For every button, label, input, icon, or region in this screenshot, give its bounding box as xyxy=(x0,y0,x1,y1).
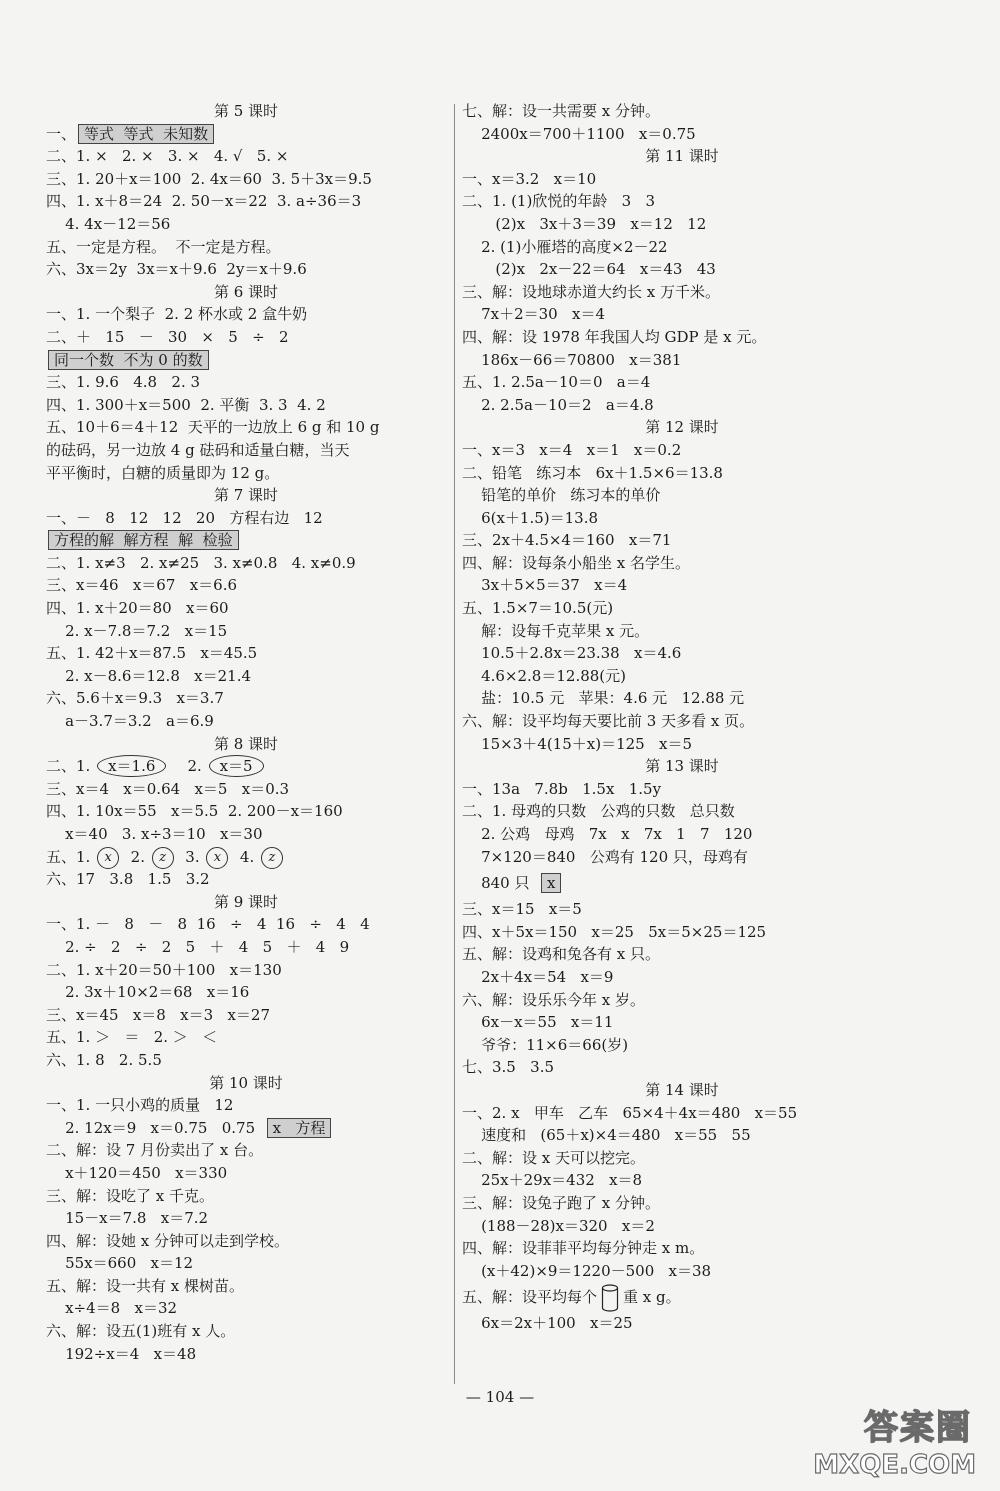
answer-line xyxy=(462,123,902,146)
answer-text: 二、＋ 15 － 30 × 5 ÷ 2 xyxy=(46,327,289,346)
circled-answer: x＝5 xyxy=(209,755,264,777)
answer-line xyxy=(46,1230,446,1253)
answer-line xyxy=(462,1102,902,1125)
answer-text: 六、解：设五(1)班有 x 人。 xyxy=(46,1322,236,1341)
answer-line xyxy=(462,710,902,733)
answer-text: 三、解：设吃了 x 千克。 xyxy=(46,1186,214,1205)
answer-text: 二、1. × 2. × 3. × 4. √ 5. × xyxy=(46,147,289,166)
answer-text: 四、1. 10x＝55 x＝5.5 2. 200－x＝160 xyxy=(46,802,343,821)
answer-line xyxy=(462,213,902,236)
answer-text: 2400x＝700＋1100 x＝0.75 xyxy=(462,124,696,143)
answer-line xyxy=(46,371,446,394)
answer-line xyxy=(46,1162,446,1185)
answer-text: 三、x＝45 x＝8 x＝3 x＝27 xyxy=(46,1005,271,1024)
right-column xyxy=(462,100,902,1335)
answer-text: 第 10 课时 xyxy=(209,1073,283,1092)
answer-text: 第 9 课时 xyxy=(213,892,279,911)
circled-letter: x xyxy=(97,847,119,869)
answer-text: 2. ÷ 2 ÷ 2 5 ＋ 4 5 ＋ 4 9 xyxy=(46,937,350,956)
answer-text: 六、解：设乐乐今年 x 岁。 xyxy=(462,990,645,1009)
answer-line xyxy=(46,1252,446,1275)
answer-line xyxy=(462,439,902,462)
answer-text: x＋120＝450 x＝330 xyxy=(46,1163,228,1182)
answer-line xyxy=(462,778,902,801)
answer-text: 6(x＋1.5)＝13.8 xyxy=(462,508,599,527)
answer-line xyxy=(462,190,902,213)
answer-line xyxy=(46,1094,446,1117)
answer-text: 盐：10.5 元 苹果：4.6 元 12.88 元 xyxy=(462,689,745,708)
answer-line xyxy=(462,1056,902,1079)
answer-line xyxy=(46,868,446,891)
answer-line xyxy=(46,462,446,485)
answer-text: 840 只 xyxy=(462,874,540,893)
answer-line xyxy=(46,303,446,326)
answer-text: 四、解：设每条小船坐 x 名学生。 xyxy=(462,553,690,572)
answer-text: 五、 xyxy=(46,847,77,866)
answer-text: 四、解：设 1978 年我国人均 GDP 是 x 元。 xyxy=(462,327,767,346)
answer-line xyxy=(46,981,446,1004)
answer-line xyxy=(462,303,902,326)
answer-line xyxy=(462,898,902,921)
answer-text: 6x＝2x＋100 x＝25 xyxy=(462,1314,633,1333)
answer-text: 速度和 (65＋x)×4＝480 x＝55 55 xyxy=(462,1126,751,1145)
answer-line xyxy=(462,1192,902,1215)
answer-line xyxy=(46,1139,446,1162)
answer-line xyxy=(462,989,902,1012)
cylinder-icon xyxy=(601,1284,619,1312)
column-divider xyxy=(454,104,455,1384)
answer-text: 192÷x＝4 x＝48 xyxy=(46,1344,197,1363)
answer-text: 7x＋2＝30 x＝4 xyxy=(462,305,606,324)
answer-line xyxy=(46,1207,446,1230)
answer-text: 2. (1)小雁塔的高度×2－22 xyxy=(462,237,668,256)
answer-text: 第 7 课时 xyxy=(213,486,279,505)
answer-text: 铅笔的单价 练习本的单价 xyxy=(462,486,661,505)
answer-line xyxy=(462,1011,902,1034)
answer-text: (188－28)x＝320 x＝2 xyxy=(462,1216,655,1235)
answer-line xyxy=(462,966,902,989)
answer-text: 五、解：设平均每个 xyxy=(462,1288,598,1307)
answer-text: (2)x 2x－22＝64 x＝43 43 xyxy=(462,260,716,279)
answer-text: 10.5＋2.8x＝23.38 x＝4.6 xyxy=(462,644,682,663)
answer-text: 第 11 课时 xyxy=(645,147,719,166)
answer-line xyxy=(46,959,446,982)
answer-text: 一、x＝3.2 x＝10 xyxy=(462,169,597,188)
answer-text: 五、1. 2.5a－10＝0 a＝4 xyxy=(462,373,651,392)
answer-text: 平平衡时，白糖的质量即为 12 g。 xyxy=(46,463,280,482)
answer-text: 2. 12x＝9 x＝0.75 0.75 xyxy=(46,1118,265,1137)
answer-line xyxy=(462,1034,902,1057)
answer-line xyxy=(46,687,446,710)
answer-line xyxy=(462,168,902,191)
watermark-bottom-text: MXQE.COM xyxy=(813,1450,976,1480)
answer-text: 二、1. (1)欣悦的年龄 3 3 xyxy=(462,192,656,211)
answer-text: 第 8 课时 xyxy=(213,734,279,753)
answer-line xyxy=(46,1343,446,1366)
answer-text: 六、5.6＋x＝9.3 x＝3.7 xyxy=(46,689,224,708)
answer-line xyxy=(46,258,446,281)
answer-line xyxy=(46,1275,446,1298)
answer-line xyxy=(462,846,902,869)
answer-text: 第 13 课时 xyxy=(645,757,719,776)
answer-text: 二、1. 母鸡的只数 公鸡的只数 总只数 xyxy=(462,802,735,821)
answer-text: 3x＋5×5＝37 x＝4 xyxy=(462,576,628,595)
answer-line xyxy=(462,733,902,756)
answer-line xyxy=(462,642,902,665)
answer-text: 四、解：设她 x 分钟可以走到学校。 xyxy=(46,1231,289,1250)
page-number: — 104 — xyxy=(465,1388,535,1406)
lesson-heading xyxy=(46,1072,446,1095)
answer-line xyxy=(462,484,902,507)
answer-line xyxy=(46,778,446,801)
answer-text: 二、解：设 x 天可以挖完。 xyxy=(462,1148,645,1167)
answer-text: 2x＋4x＝54 x＝9 xyxy=(462,967,614,986)
answer-text: 的砝码，另一边放 4 g 砝码和适量白糖，当天 xyxy=(46,440,350,459)
answer-text: 2. xyxy=(168,757,207,776)
answer-text: 五、一定是方程。 不一定是方程。 xyxy=(46,237,281,256)
answer-line xyxy=(462,823,902,846)
answer-text: 五、1. 42＋x＝87.5 x＝45.5 xyxy=(46,644,258,663)
answer-text: 3. xyxy=(175,847,205,866)
answer-text: 五、解：设一共有 x 棵树苗。 xyxy=(46,1276,244,1295)
answer-line xyxy=(46,394,446,417)
answer-line xyxy=(46,574,446,597)
answer-line xyxy=(462,1147,902,1170)
left-column xyxy=(46,100,446,1365)
answer-text: 三、1. 9.6 4.8 2. 3 xyxy=(46,373,201,392)
answer-text: 二、解：设 7 月份卖出了 x 台。 xyxy=(46,1141,264,1160)
answer-line xyxy=(462,100,902,123)
answer-line xyxy=(46,529,446,552)
answer-line xyxy=(462,258,902,281)
lesson-heading xyxy=(462,755,902,778)
answer-text: 7×120＝840 公鸡有 120 只，母鸡有 xyxy=(462,847,748,866)
answer-line xyxy=(462,552,902,575)
answer-text: 一、2. x 甲车 乙车 65×4＋4x＝480 x＝55 xyxy=(462,1103,798,1122)
answer-line xyxy=(46,710,446,733)
answer-text: 解：设每千克苹果 x 元。 xyxy=(462,621,650,640)
answer-text: 一、 xyxy=(46,124,77,143)
answer-line xyxy=(462,1237,902,1260)
answer-line xyxy=(46,642,446,665)
answer-text: 爷爷：11×6＝66(岁) xyxy=(462,1035,629,1054)
answer-text: 15－x＝7.8 x＝7.2 xyxy=(46,1209,209,1228)
answer-text: 2. 3x＋10×2＝68 x＝16 xyxy=(46,983,250,1002)
highlight-box: 同一个数 不为 0 的数 xyxy=(48,350,209,370)
answer-line xyxy=(462,1169,902,1192)
answer-text: 三、x＝46 x＝67 x＝6.6 xyxy=(46,576,238,595)
lesson-heading xyxy=(462,145,902,168)
answer-line xyxy=(46,1185,446,1208)
answer-line xyxy=(46,1320,446,1343)
answer-line xyxy=(46,913,446,936)
answer-line xyxy=(46,123,446,146)
highlight-box: x xyxy=(541,873,561,893)
answer-line xyxy=(46,800,446,823)
answer-text: 一、1. 一个梨子 2. 2 杯水或 2 盒牛奶 xyxy=(46,305,308,324)
answer-line xyxy=(46,168,446,191)
answer-text: 2. x－7.8＝7.2 x＝15 xyxy=(46,621,228,640)
answer-text: 2. x－8.6＝12.8 x＝21.4 xyxy=(46,666,252,685)
answer-text: 一、x＝3 x＝4 x＝1 x＝0.2 xyxy=(462,440,682,459)
answer-text: 三、1. 20＋x＝100 2. 4x＝60 3. 5＋3x＝9.5 xyxy=(46,169,372,188)
answer-line xyxy=(46,326,446,349)
answer-line xyxy=(462,665,902,688)
answer-line xyxy=(462,687,902,710)
answer-text: 4.6×2.8＝12.88(元) xyxy=(462,666,626,685)
watermark-logo xyxy=(790,1400,980,1486)
answer-text: (x＋42)×9＝1220－500 x＝38 xyxy=(462,1261,712,1280)
answer-text: x＝40 3. x÷3＝10 x＝30 xyxy=(46,825,263,843)
answer-text: 六、解：设平均每天要比前 3 天多看 x 页。 xyxy=(462,712,755,731)
answer-text: 4. 4x－12＝56 xyxy=(46,214,171,233)
answer-text: 第 14 课时 xyxy=(645,1080,719,1099)
answer-line xyxy=(462,281,902,304)
answer-text: 2. 公鸡 母鸡 7x x 7x 1 7 120 xyxy=(462,825,753,843)
answer-text: 2. xyxy=(121,847,150,866)
answer-line xyxy=(462,1312,902,1335)
answer-text: 第 6 课时 xyxy=(213,282,279,301)
answer-line xyxy=(46,755,446,778)
answer-line xyxy=(46,936,446,959)
circled-answer: x＝1.6 xyxy=(97,755,166,777)
answer-line xyxy=(462,620,902,643)
circled-letter: z xyxy=(261,847,283,869)
answer-line xyxy=(46,1117,446,1140)
answer-text: 三、x＝15 x＝5 xyxy=(462,900,582,919)
answer-line xyxy=(462,574,902,597)
highlight-box: 等式 等式 未知数 xyxy=(78,124,214,144)
answer-line xyxy=(46,213,446,236)
answer-line xyxy=(462,326,902,349)
answer-text: 三、解：设地球赤道大约长 x 万千米。 xyxy=(462,282,720,301)
answer-text: 2. 2.5a－10＝2 a＝4.8 xyxy=(462,395,654,414)
answer-line xyxy=(46,597,446,620)
answer-text: 6x－x＝55 x＝11 xyxy=(462,1013,614,1032)
answer-line xyxy=(462,507,902,530)
answer-text: 四、解：设菲菲平均每分钟走 x m。 xyxy=(462,1239,705,1258)
answer-text: 五、10＋6＝4＋12 天平的一边放上 6 g 和 10 g xyxy=(46,418,380,437)
answer-text: 一、－ 8 12 12 20 方程右边 12 xyxy=(46,508,323,527)
lesson-heading xyxy=(462,416,902,439)
lesson-heading xyxy=(46,100,446,123)
answer-text: 二、1. xyxy=(46,757,96,776)
answer-line xyxy=(46,236,446,259)
answer-text: 三、2x＋4.5×4＝160 x＝71 xyxy=(462,531,672,550)
answer-text: 一、1. － 8 － 8 16 ÷ 4 16 ÷ 4 4 xyxy=(46,915,370,934)
answer-text: 六、1. 8 2. 5.5 xyxy=(46,1050,162,1069)
lesson-heading xyxy=(46,281,446,304)
answer-line xyxy=(462,921,902,944)
answer-text: 第 12 课时 xyxy=(645,418,719,437)
answer-text: 四、1. 300＋x＝500 2. 平衡 3. 3 4. 2 xyxy=(46,395,326,414)
answer-text: 二、铅笔 练习本 6x＋1.5×6＝13.8 xyxy=(462,463,723,482)
answer-line xyxy=(462,1124,902,1147)
answer-line xyxy=(462,394,902,417)
highlight-box: 方程的解 解方程 解 检验 xyxy=(48,530,239,550)
answer-line xyxy=(462,597,902,620)
answer-text: 三、解：设兔子跑了 x 分钟。 xyxy=(462,1193,660,1212)
answer-line xyxy=(462,236,902,259)
answer-line xyxy=(462,868,902,898)
highlight-box: x 方程 xyxy=(267,1118,332,1138)
answer-line xyxy=(46,620,446,643)
answer-line xyxy=(46,823,446,846)
answer-line xyxy=(46,439,446,462)
answer-line xyxy=(46,552,446,575)
answer-line xyxy=(46,665,446,688)
answer-text: 六、3x＝2y 3x＝x＋9.6 2y＝x＋9.6 xyxy=(46,260,307,279)
answer-text: 三、x＝4 x＝0.64 x＝5 x＝0.3 xyxy=(46,779,290,798)
answer-text: 一、1. 一只小鸡的质量 12 xyxy=(46,1096,234,1115)
answer-line xyxy=(46,349,446,372)
answer-text: 第 5 课时 xyxy=(213,102,279,120)
answer-text: 四、1. x＋20＝80 x＝60 xyxy=(46,599,229,618)
answer-line xyxy=(462,800,902,823)
answer-line xyxy=(46,1049,446,1072)
watermark-top-text: 答案圈 xyxy=(864,1408,972,1448)
answer-line xyxy=(46,1004,446,1027)
answer-line xyxy=(462,943,902,966)
answer-text: 五、1.5×7＝10.5(元) xyxy=(462,599,614,618)
circled-letter: z xyxy=(152,847,174,869)
answer-text: 七、3.5 3.5 xyxy=(462,1058,555,1077)
answer-text: 186x－66＝70800 x＝381 xyxy=(462,350,682,369)
lesson-heading xyxy=(46,733,446,756)
answer-text: 4. xyxy=(230,847,259,866)
answer-line xyxy=(462,529,902,552)
answer-text: 五、1. ＞ ＝ 2. ＞ ＜ xyxy=(46,1028,218,1047)
lesson-heading xyxy=(46,891,446,914)
answer-text: 重 x g。 xyxy=(623,1288,681,1307)
answer-text: 四、1. x＋8＝24 2. 50－x＝22 3. a÷36＝3 xyxy=(46,192,362,211)
circled-letter: x xyxy=(206,847,228,869)
answer-text: 1. xyxy=(76,847,96,866)
answer-line xyxy=(462,1215,902,1238)
answer-line xyxy=(46,507,446,530)
answer-text: 六、17 3.8 1.5 3.2 xyxy=(46,870,210,889)
answer-line xyxy=(46,1297,446,1320)
answer-text: 55x＝660 x＝12 xyxy=(46,1254,194,1273)
answer-text: x÷4＝8 x＝32 xyxy=(46,1299,178,1318)
answer-text: 二、1. x≠3 2. x≠25 3. x≠0.8 4. x≠0.9 xyxy=(46,553,356,572)
answer-line xyxy=(462,371,902,394)
lesson-heading xyxy=(46,484,446,507)
answer-line xyxy=(462,1282,902,1312)
answer-text: a－3.7＝3.2 a＝6.9 xyxy=(46,712,214,731)
answer-line xyxy=(46,416,446,439)
answer-line xyxy=(462,462,902,485)
answer-line xyxy=(46,190,446,213)
lesson-heading xyxy=(462,1079,902,1102)
answer-text: 一、13a 7.8b 1.5x 1.5y xyxy=(462,779,662,798)
answer-line xyxy=(46,145,446,168)
answer-text: (2)x 3x＋3＝39 x＝12 12 xyxy=(462,214,707,233)
answer-text: 15×3＋4(15＋x)＝125 x＝5 xyxy=(462,734,693,753)
answer-line xyxy=(462,1260,902,1283)
answer-text: 25x＋29x＝432 x＝8 xyxy=(462,1171,643,1190)
answer-text: 七、解：设一共需要 x 分钟。 xyxy=(462,102,660,120)
answer-line xyxy=(46,1026,446,1049)
answer-text: 五、解：设鸡和兔各有 x 只。 xyxy=(462,945,660,964)
answer-line xyxy=(46,846,446,869)
answer-text: 四、x＋5x＝150 x＝25 5x＝5×25＝125 xyxy=(462,922,767,941)
answer-line xyxy=(462,349,902,372)
answer-text: 二、1. x＋20＝50＋100 x＝130 xyxy=(46,960,282,979)
